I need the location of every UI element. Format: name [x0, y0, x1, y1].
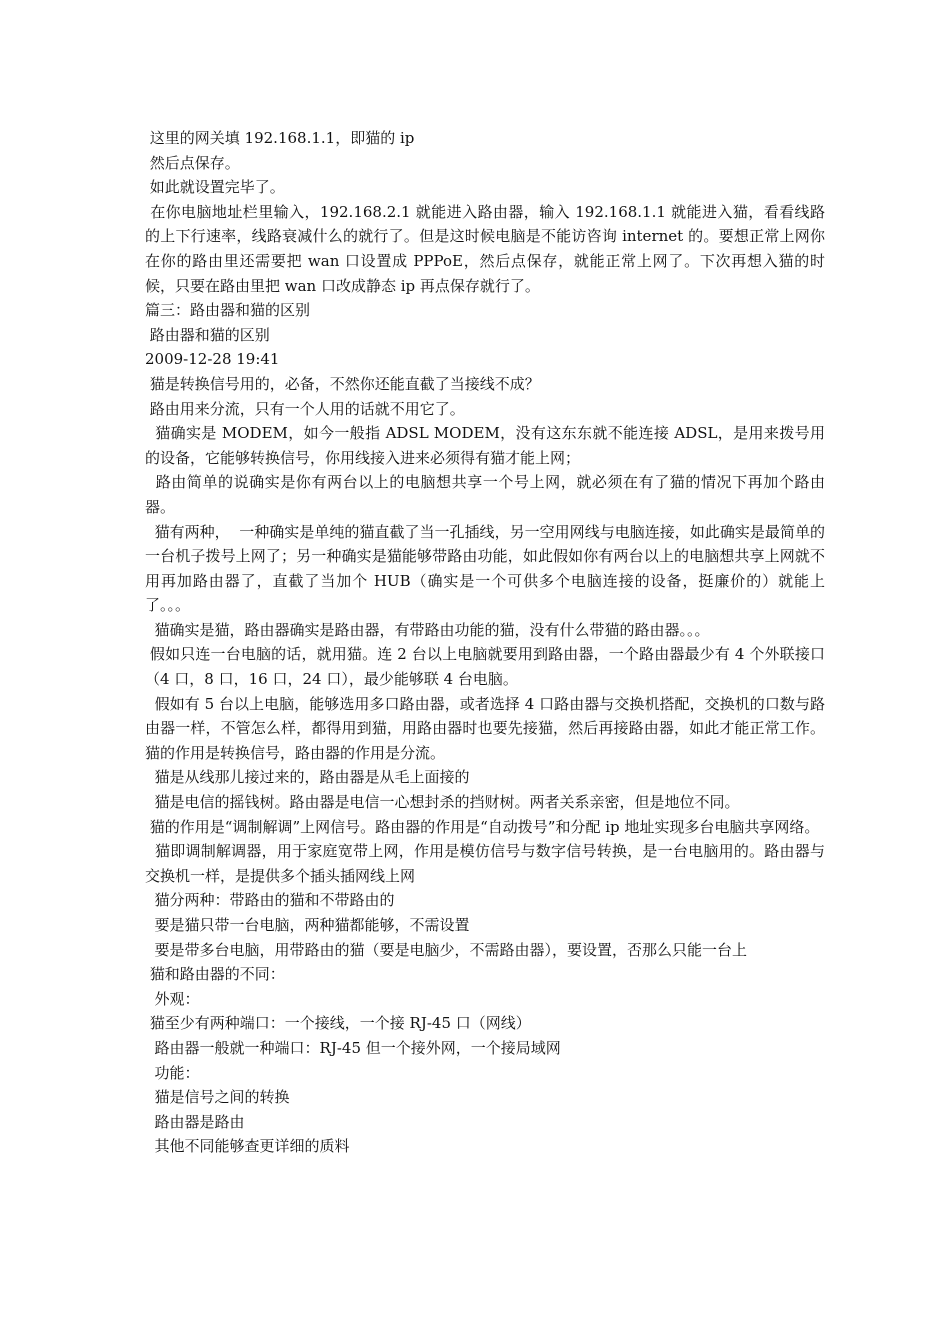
- paragraph: 路由用来分流，只有一个人用的话就不用它了。: [145, 399, 465, 418]
- paragraph: 猫是信号之间的转换: [145, 1088, 290, 1107]
- article-title: 路由器和猫的区别: [145, 325, 270, 344]
- paragraph: 路由器一般就一种端口：RJ-45 但一个接外网，一个接局域网: [145, 1038, 561, 1057]
- paragraph: 要是带多台电脑，用带路由的猫（要是电脑少，不需路由器），要设置，否那么只能一台上: [145, 940, 748, 959]
- paragraph: 假如有 5 台以上电脑，能够选用多口路由器，或者选择 4 口路由器与交换机搭配，交换机的口数与路由器一样，不管怎么样，都得用到猫，用路由器时也要先接猫，然后再接路由器，如此才能正常工作。猫的作用是转换信号，路由器的作用是分流。: [145, 694, 825, 762]
- paragraph: 猫分两种：带路由的猫和不带路由的: [145, 891, 395, 910]
- paragraph: 猫确实是猫，路由器确实是路由器，有带路由功能的猫，没有什么带猫的路由器。。。: [145, 620, 710, 639]
- paragraph: 路由器是路由: [145, 1112, 245, 1131]
- section-heading: 篇三：路由器和猫的区别: [145, 301, 311, 320]
- paragraph: 假如只连一台电脑的话，就用猫。连 2 台以上电脑就要用到路由器，一个路由器最少有 4 个外联接口（4 口，8 口，16 口，24 口），最少能够联 4 台电脑。: [145, 645, 825, 689]
- paragraph: 猫即调制解调器，用于家庭宽带上网，作用是模仿信号与数字信号转换，是一台电脑用的。路由器与交换机一样，是提供多个插头插网线上网: [145, 842, 825, 885]
- paragraph: 猫是从线那儿接过来的，路由器是从毛上面接的: [145, 768, 470, 787]
- paragraph-address-bar: 在你电脑地址栏里输入，192.168.2.1 就能进入路由器，输入 192.168.1.1 就能进入猫，看看线路的上下行速率，线路衰减什么的就行了。但是这时候电脑是不能访咨询 internet 的。要想正常上网你在你的路由里还需要把 wan 口设置成 PPPoE，然后点保存，就能正常上网了。下次再想入猫的时候，只要在路由里把 wan 口改成静态 ip 再点保存就行了。: [145, 202, 825, 295]
- paragraph: 猫确实是 MODEM，如今一般指 ADSL MODEM，没有这东东就不能连接 ADSL，是用来拨号用的设备，它能够转换信号，你用线接入进来必须得有猫才能上网；: [145, 424, 825, 467]
- article-date: 2009-12-28 19:41: [145, 350, 280, 369]
- paragraph-gateway: 这里的网关填 192.168.1.1，即猫的 ip: [145, 129, 415, 147]
- paragraph: 猫是转换信号用的，必备，不然你还能直截了当接线不成？: [145, 374, 540, 393]
- paragraph: 猫的作用是“调制解调”上网信号。路由器的作用是“自动拨号”和分配 ip 地址实现多台电脑共享网络。: [145, 817, 820, 836]
- paragraph: 猫有两种， 一种确实是单纯的猫直截了当一孔插线，另一空用网线与电脑连接，如此确实是最简单的一台机子拨号上网了；另一种确实是猫能够带路由功能，如此假如你有两台以上的电脑想共享上网就不用再加路由器了，直截了当加个 HUB（确实是一个可供多个电脑连接的设备，挺廉价的）就能上了。。。: [145, 522, 825, 615]
- paragraph: 猫是电信的摇钱树。路由器是电信一心想封杀的挡财树。两者关系亲密，但是地位不同。: [145, 793, 740, 812]
- paragraph: 要是猫只带一台电脑，两种猫都能够，不需设置: [145, 916, 470, 934]
- paragraph-done: 如此就设置完毕了。: [145, 178, 285, 197]
- paragraph: 猫和路由器的不同：: [145, 965, 285, 984]
- paragraph: 猫至少有两种端口：一个接线，一个接 RJ-45 口（网线）: [145, 1014, 531, 1033]
- paragraph-save: 然后点保存。: [145, 153, 240, 172]
- document-body: [145, 126, 825, 1159]
- paragraph: 其他不同能够查更详细的质料: [145, 1137, 350, 1156]
- paragraph: 功能：: [145, 1063, 200, 1082]
- paragraph: 路由简单的说确实是你有两台以上的电脑想共享一个号上网，就必须在有了猫的情况下再加个路由器。: [145, 473, 825, 516]
- paragraph: 外观：: [145, 989, 200, 1008]
